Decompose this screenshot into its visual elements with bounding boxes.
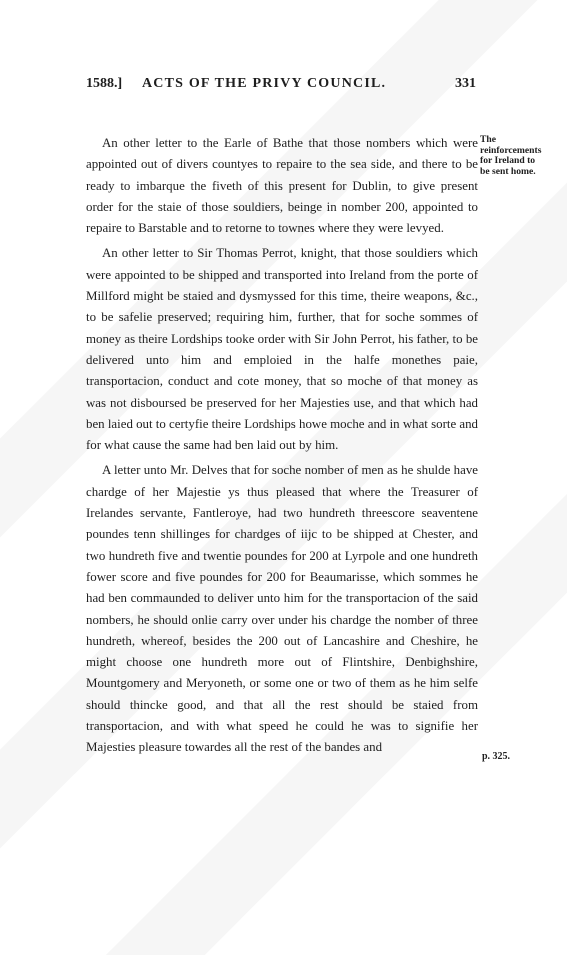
page-number: 331 bbox=[455, 76, 476, 91]
body-text bbox=[86, 133, 478, 763]
paragraph-mr-delves: A letter unto Mr. Delves that for soche nomber of men as he shulde have chardge of her Majestie ys thus pleased that where the Treasurer of Irelandes servante, Fantleroye, had two hundreth threescore seaventene poundes tenn shillinges for chardges of iijc to be shipped at Chester, and two hundreth five and twentie poundes for 200 at Lyrpole and one hundreth fower score and five poundes for 200 for Beaumarisse, which sommes he had ben commaunded to deliver unto him for the transportacion of the said nombers, he should onlie carry over under his chardge the nomber of three hundreth, whereof, besides the 200 out of Lancashire and Cheshire, he might choose one hundreth more out of Flintshire, Denbighshire, Mountgomery and Meryoneth, or some one or two of them as he him selfe should thincke good, and that all the rest should be staied from transportacion, and with what speed he could he was to signifie her Majesties pleasure towardes all the rest of the bandes and bbox=[86, 463, 478, 755]
paragraph-sir-thomas-perrot: An other letter to Sir Thomas Perrot, knight, that those souldiers which were appointed to be shipped and transported into Ireland from the porte of Millford might be staied and dysmyssed for this time, theire weapons, &c., to be safelie preserved; requiring him, further, that for soche sommes of money as theire Lordships tooke order with Sir John Perrot, his father, to be delivered unto him and emploied in the halfe monethes paie, transportacion, conduct and cote money, that so moche of that money as was not disboursed be preserved for her Majesties use, and that which had ben laied out to certyfie theire Lordships howe moche and in what sorte and for what cause the same had ben laid out by him. bbox=[86, 246, 478, 453]
header-title: ACTS OF THE PRIVY COUNCIL. bbox=[142, 76, 387, 91]
running-header bbox=[86, 70, 476, 96]
paragraph-earle-of-bathe: An other letter to the Earle of Bathe that those nombers which were appointed out of divers countyes to repaire to the sea side, and there to be ready to imbarque the fiveth of this present for Dublin, to give present order for the staie of those souldiers, beinge in nomber 200, appointed to repaire to Barstable and to retorne to townes where they were levyed. bbox=[86, 136, 478, 236]
margin-sidenote: The reinforcements for Ireland to be sent home. bbox=[480, 134, 542, 177]
margin-page-reference: p. 325. bbox=[482, 751, 511, 762]
header-year: 1588.] bbox=[86, 76, 123, 91]
